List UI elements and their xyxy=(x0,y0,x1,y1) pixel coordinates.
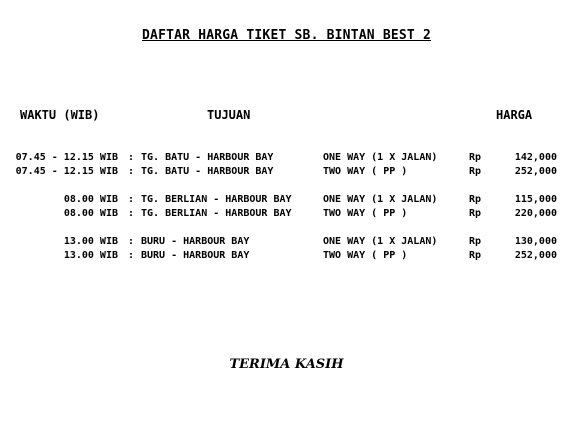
row-ticket-type: TWO WAY ( PP ) xyxy=(323,166,408,177)
row-route: TG. BERLIAN - HARBOUR BAY xyxy=(141,194,292,205)
row-colon: : xyxy=(128,152,135,163)
row-currency: Rp xyxy=(469,166,482,177)
row-colon: : xyxy=(128,250,135,261)
row-route: TG. BERLIAN - HARBOUR BAY xyxy=(141,208,292,219)
row-time: 08.00 WIB xyxy=(63,208,118,219)
price-row-3 xyxy=(0,194,573,207)
price-row-2 xyxy=(0,166,573,179)
header-tujuan: TUJUAN xyxy=(207,108,251,122)
price-row-4 xyxy=(0,208,573,221)
row-time: 13.00 WIB xyxy=(63,250,118,261)
row-ticket-type: ONE WAY (1 X JALAN) xyxy=(323,194,438,205)
row-time: 08.00 WIB xyxy=(63,194,118,205)
row-colon: : xyxy=(128,236,135,247)
row-price: 130,000 xyxy=(514,236,557,247)
row-route: BURU - HARBOUR BAY xyxy=(141,236,250,247)
price-row-5 xyxy=(0,236,573,249)
row-route: TG. BATU - HARBOUR BAY xyxy=(141,152,274,163)
row-route: BURU - HARBOUR BAY xyxy=(141,250,250,261)
row-ticket-type: ONE WAY (1 X JALAN) xyxy=(323,236,438,247)
row-currency: Rp xyxy=(469,250,482,261)
row-price: 142,000 xyxy=(514,152,557,163)
row-ticket-type: TWO WAY ( PP ) xyxy=(323,250,408,261)
row-colon: : xyxy=(128,194,135,205)
header-waktu: WAKTU (WIB) xyxy=(20,108,100,122)
row-time: 07.45 - 12.15 WIB xyxy=(15,166,118,177)
row-route: TG. BATU - HARBOUR BAY xyxy=(141,166,274,177)
row-currency: Rp xyxy=(469,236,482,247)
price-row-6 xyxy=(0,250,573,263)
header-harga: HARGA xyxy=(496,108,533,122)
row-currency: Rp xyxy=(469,152,482,163)
page-title: DAFTAR HARGA TIKET SB. BINTAN BEST 2 xyxy=(142,28,431,43)
row-time: 07.45 - 12.15 WIB xyxy=(15,152,118,163)
row-price: 115,000 xyxy=(514,194,557,205)
row-price: 220,000 xyxy=(514,208,557,219)
row-time: 13.00 WIB xyxy=(63,236,118,247)
row-colon: : xyxy=(128,208,135,219)
row-price: 252,000 xyxy=(514,250,557,261)
row-ticket-type: ONE WAY (1 X JALAN) xyxy=(323,152,438,163)
row-ticket-type: TWO WAY ( PP ) xyxy=(323,208,408,219)
row-currency: Rp xyxy=(469,194,482,205)
price-row-1 xyxy=(0,152,573,165)
thank-you-text: TERIMA KASIH xyxy=(229,357,344,372)
row-currency: Rp xyxy=(469,208,482,219)
row-price: 252,000 xyxy=(514,166,557,177)
row-colon: : xyxy=(128,166,135,177)
